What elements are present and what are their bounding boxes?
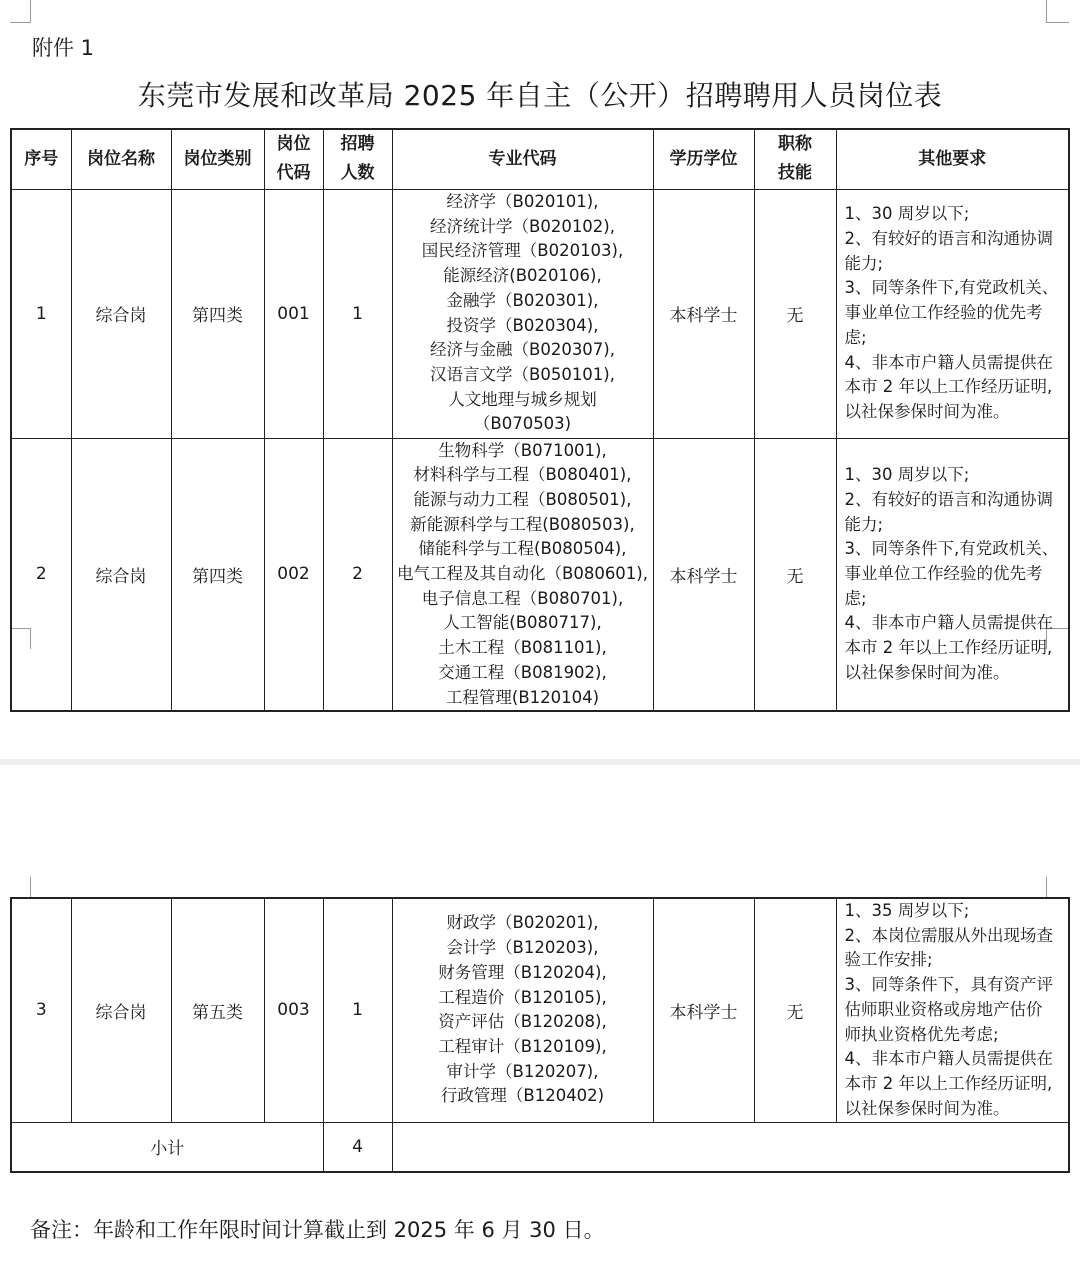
cell-line: 工程管理(B120104) [445, 687, 600, 707]
row-title-skill: 无 [754, 898, 836, 1122]
cell-line: 以社保参保时间为准。 [844, 1098, 1010, 1118]
table-header-row [11, 129, 1069, 189]
cell-line: 财务管理（B120204), [438, 962, 607, 982]
header-post-type: 岗位类别 [171, 129, 264, 189]
footnote: 备注：年龄和工作年限时间计算截止到 2025 年 6 月 30 日。 [30, 1218, 605, 1242]
cell-line: 虑; [844, 588, 867, 608]
header-post-code: 岗位 代码 [264, 129, 323, 189]
cell-line: 人文地理与城乡规划 [448, 389, 597, 409]
cell-line: 交通工程（B081902), [438, 662, 607, 682]
row-majors [392, 438, 653, 711]
row-post-code: 001 [264, 189, 323, 438]
row-post-type: 第五类 [171, 898, 264, 1122]
page-title: 东莞市发展和改革局 2025 年自主（公开）招聘聘用人员岗位表 [137, 79, 943, 112]
cell-line: 师执业资格优先考虑; [844, 1024, 999, 1044]
row-education: 本科学士 [653, 189, 754, 438]
cell-line: 工程审计（B120109), [438, 1036, 607, 1056]
cell-line: 虑; [844, 327, 867, 347]
row-education: 本科学士 [653, 438, 754, 711]
cell-line: 材料科学与工程（B080401), [413, 465, 632, 485]
cell-line: 4、非本市户籍人员需提供在 [844, 613, 1053, 633]
cell-line: 新能源科学与工程(B080503), [410, 514, 635, 534]
cell-line: 1、30 周岁以下; [844, 465, 970, 485]
cell-line: 事业单位工作经验的优先考 [844, 303, 1043, 323]
cell-line: 3、同等条件下,有党政机关、 [844, 539, 1059, 559]
subtotal-value: 4 [323, 1122, 392, 1172]
cell-line: 4、非本市户籍人员需提供在 [844, 1049, 1053, 1069]
page-corner-mark [10, 0, 31, 23]
cell-line: 验工作安排; [844, 950, 933, 970]
page-break [0, 759, 1080, 765]
header-major-code: 专业代码 [392, 129, 653, 189]
cell-line: 以社保参保时间为准。 [844, 662, 1010, 682]
cell-line: 能源与动力工程（B080501), [413, 489, 632, 509]
cell-line: 事业单位工作经验的优先考 [844, 564, 1043, 584]
cell-line: 本市 2 年以上工作经历证明, [844, 377, 1053, 397]
row-hire-count: 1 [323, 189, 392, 438]
row-post-type: 第四类 [171, 189, 264, 438]
cell-line: 投资学（B020304), [446, 315, 599, 335]
cell-line: 资产评估（B120208), [438, 1012, 607, 1032]
header-title-skill: 职称 技能 [754, 129, 836, 189]
row-majors [392, 898, 653, 1122]
cell-line: 电气工程及其自动化（B080601), [397, 564, 648, 584]
cell-line: 能力; [844, 514, 884, 534]
cell-line: 2、有较好的语言和沟通协调 [844, 229, 1053, 249]
row-seq: 2 [11, 438, 71, 711]
table-row [11, 898, 1069, 1122]
cell-line: 审计学（B120207), [446, 1061, 599, 1081]
table-row [11, 189, 1069, 438]
cell-line: 3、同等条件下，具有资产评 [844, 975, 1053, 995]
row-title-skill: 无 [754, 438, 836, 711]
cell-line: 人工智能(B080717), [443, 613, 602, 633]
cell-line: 土木工程（B081101), [438, 638, 607, 658]
cell-line: 以社保参保时间为准。 [844, 401, 1010, 421]
cell-line: 能源经济(B020106), [443, 266, 602, 286]
cell-line: 经济学（B020101), [446, 191, 599, 211]
cell-line: （B070503) [473, 414, 572, 434]
cell-line: 电子信息工程（B080701), [421, 588, 624, 608]
annex-label: 附件 1 [32, 36, 95, 60]
positions-table [10, 128, 1070, 712]
row-requirements [836, 438, 1069, 711]
page-corner-mark [10, 877, 31, 898]
cell-line: 经济统计学（B020102), [430, 216, 615, 236]
row-requirements [836, 189, 1069, 438]
cell-line: 经济与金融（B020307), [430, 340, 615, 360]
header-education: 学历学位 [653, 129, 754, 189]
cell-line: 能力; [844, 253, 884, 273]
row-requirements [836, 898, 1069, 1122]
table-row [11, 438, 1069, 711]
cell-line: 1、35 周岁以下; [844, 901, 970, 921]
row-hire-count: 1 [323, 898, 392, 1122]
row-seq: 3 [11, 898, 71, 1122]
cell-line: 3、同等条件下,有党政机关、 [844, 278, 1059, 298]
cell-line: 金融学（B020301), [446, 290, 599, 310]
header-seq: 序号 [11, 129, 71, 189]
page-corner-mark [1046, 0, 1069, 23]
cell-line: 2、有较好的语言和沟通协调 [844, 489, 1053, 509]
cell-line: 财政学（B020201), [446, 913, 599, 933]
cell-line: 4、非本市户籍人员需提供在 [844, 352, 1053, 372]
cell-line: 本市 2 年以上工作经历证明, [844, 638, 1053, 658]
subtotal-label: 小计 [11, 1122, 323, 1172]
cell-line: 会计学（B120203), [446, 938, 599, 958]
row-hire-count: 2 [323, 438, 392, 711]
cell-line: 2、本岗位需服从外出现场查 [844, 925, 1053, 945]
row-seq: 1 [11, 189, 71, 438]
subtotal-blank [392, 1122, 1069, 1172]
cell-line: 行政管理（B120402) [440, 1086, 605, 1106]
row-post-name: 综合岗 [71, 898, 171, 1122]
row-post-name: 综合岗 [71, 438, 171, 711]
row-title-skill: 无 [754, 189, 836, 438]
cell-line: 生物科学（B071001), [438, 440, 607, 460]
cell-line: 估师职业资格或房地产估价 [844, 999, 1043, 1019]
page-corner-mark [1046, 877, 1069, 898]
subtotal-row [11, 1122, 1069, 1172]
row-post-type: 第四类 [171, 438, 264, 711]
header-hire-count: 招聘 人数 [323, 129, 392, 189]
cell-line: 工程造价（B120105), [438, 987, 607, 1007]
row-post-code: 002 [264, 438, 323, 711]
row-education: 本科学士 [653, 898, 754, 1122]
positions-table-continued [10, 897, 1070, 1173]
header-other: 其他要求 [836, 129, 1069, 189]
cell-line: 1、30 周岁以下; [844, 204, 970, 224]
cell-line: 储能科学与工程(B080504), [418, 539, 627, 559]
header-post-name: 岗位名称 [71, 129, 171, 189]
row-majors [392, 189, 653, 438]
cell-line: 汉语言文学（B050101), [430, 364, 615, 384]
cell-line: 国民经济管理（B020103), [421, 241, 624, 261]
row-post-code: 003 [264, 898, 323, 1122]
row-post-name: 综合岗 [71, 189, 171, 438]
cell-line: 本市 2 年以上工作经历证明, [844, 1074, 1053, 1093]
